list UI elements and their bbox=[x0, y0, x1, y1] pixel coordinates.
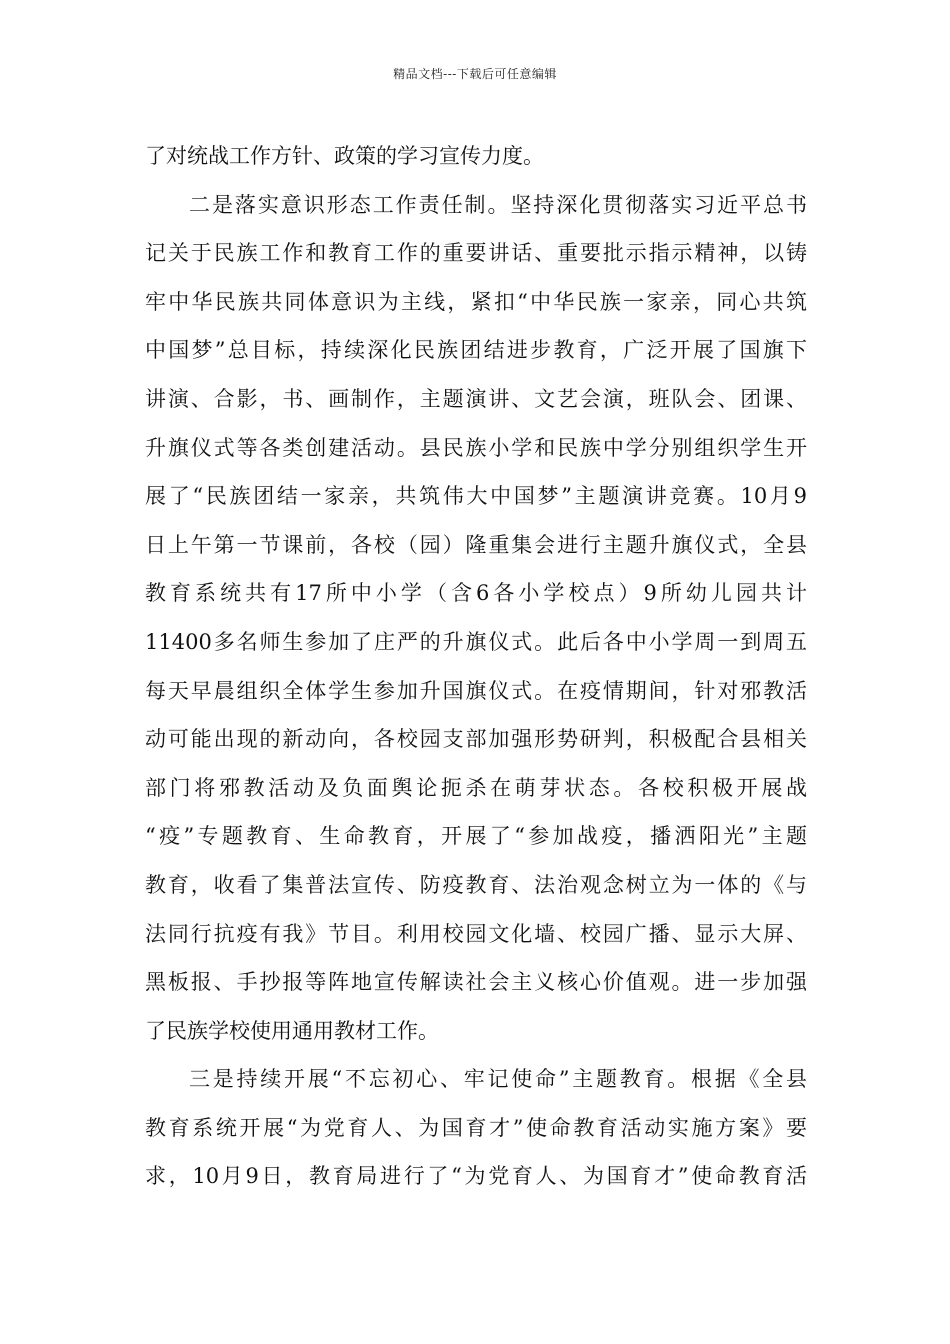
text-line: 中国梦”总目标，持续深化民族团结进步教育，广泛开展了国旗下 bbox=[145, 338, 807, 363]
paragraph-start-line: 二是落实意识形态工作责任制。坚持深化贯彻落实习近平总书 bbox=[189, 192, 807, 217]
text-line: 每天早晨组织全体学生参加升国旗仪式。在疫情期间，针对邪教活 bbox=[145, 678, 807, 703]
text-line: “疫”专题教育、生命教育，开展了“参加战疫，播洒阳光”主题 bbox=[145, 824, 807, 849]
document-body bbox=[145, 132, 807, 1201]
text-line: 日上午第一节课前，各校（园）隆重集会进行主题升旗仪式，全县 bbox=[145, 532, 807, 557]
text-line: 教育系统共有17所中小学（含6各小学校点）9所幼儿园共计 bbox=[145, 581, 807, 606]
text-line: 教育，收看了集普法宣传、防疫教育、法治观念树立为一体的《与 bbox=[145, 872, 807, 897]
page-header: 精品文档---下载后可任意编辑 bbox=[393, 67, 557, 81]
text-line: 动可能出现的新动向，各校园支部加强形势研判，积极配合县相关 bbox=[145, 727, 807, 752]
text-line: 了民族学校使用通用教材工作。 bbox=[145, 1018, 439, 1043]
text-line: 牢中华民族共同体意识为主线，紧扣“中华民族一家亲，同心共筑 bbox=[145, 289, 807, 314]
text-line: 部门将邪教活动及负面舆论扼杀在萌芽状态。各校积极开展战 bbox=[145, 775, 807, 800]
text-line: 记关于民族工作和教育工作的重要讲话、重要批示指示精神，以铸 bbox=[145, 241, 807, 266]
text-line: 了对统战工作方针、政策的学习宣传力度。 bbox=[145, 144, 544, 168]
text-line: 教育系统开展“为党育人、为国育才”使命教育活动实施方案》要 bbox=[145, 1115, 807, 1140]
text-line: 升旗仪式等各类创建活动。县民族小学和民族中学分别组织学生开 bbox=[145, 435, 807, 460]
text-line: 讲演、合影，书、画制作，主题演讲、文艺会演，班队会、团课、 bbox=[145, 386, 807, 411]
text-line: 黑板报、手抄报等阵地宣传解读社会主义核心价值观。进一步加强 bbox=[145, 970, 807, 995]
text-line: 展了“民族团结一家亲，共筑伟大中国梦”主题演讲竞赛。10月9 bbox=[145, 484, 807, 509]
paragraph-start-line: 三是持续开展“不忘初心、牢记使命”主题教育。根据《全县 bbox=[189, 1067, 807, 1092]
text-line: 法同行抗疫有我》节目。利用校园文化墙、校园广播、显示大屏、 bbox=[145, 921, 807, 946]
text-line: 求，10月9日，教育局进行了“为党育人、为国育才”使命教育活 bbox=[145, 1164, 807, 1189]
text-line: 11400多名师生参加了庄严的升旗仪式。此后各中小学周一到周五 bbox=[145, 629, 807, 654]
